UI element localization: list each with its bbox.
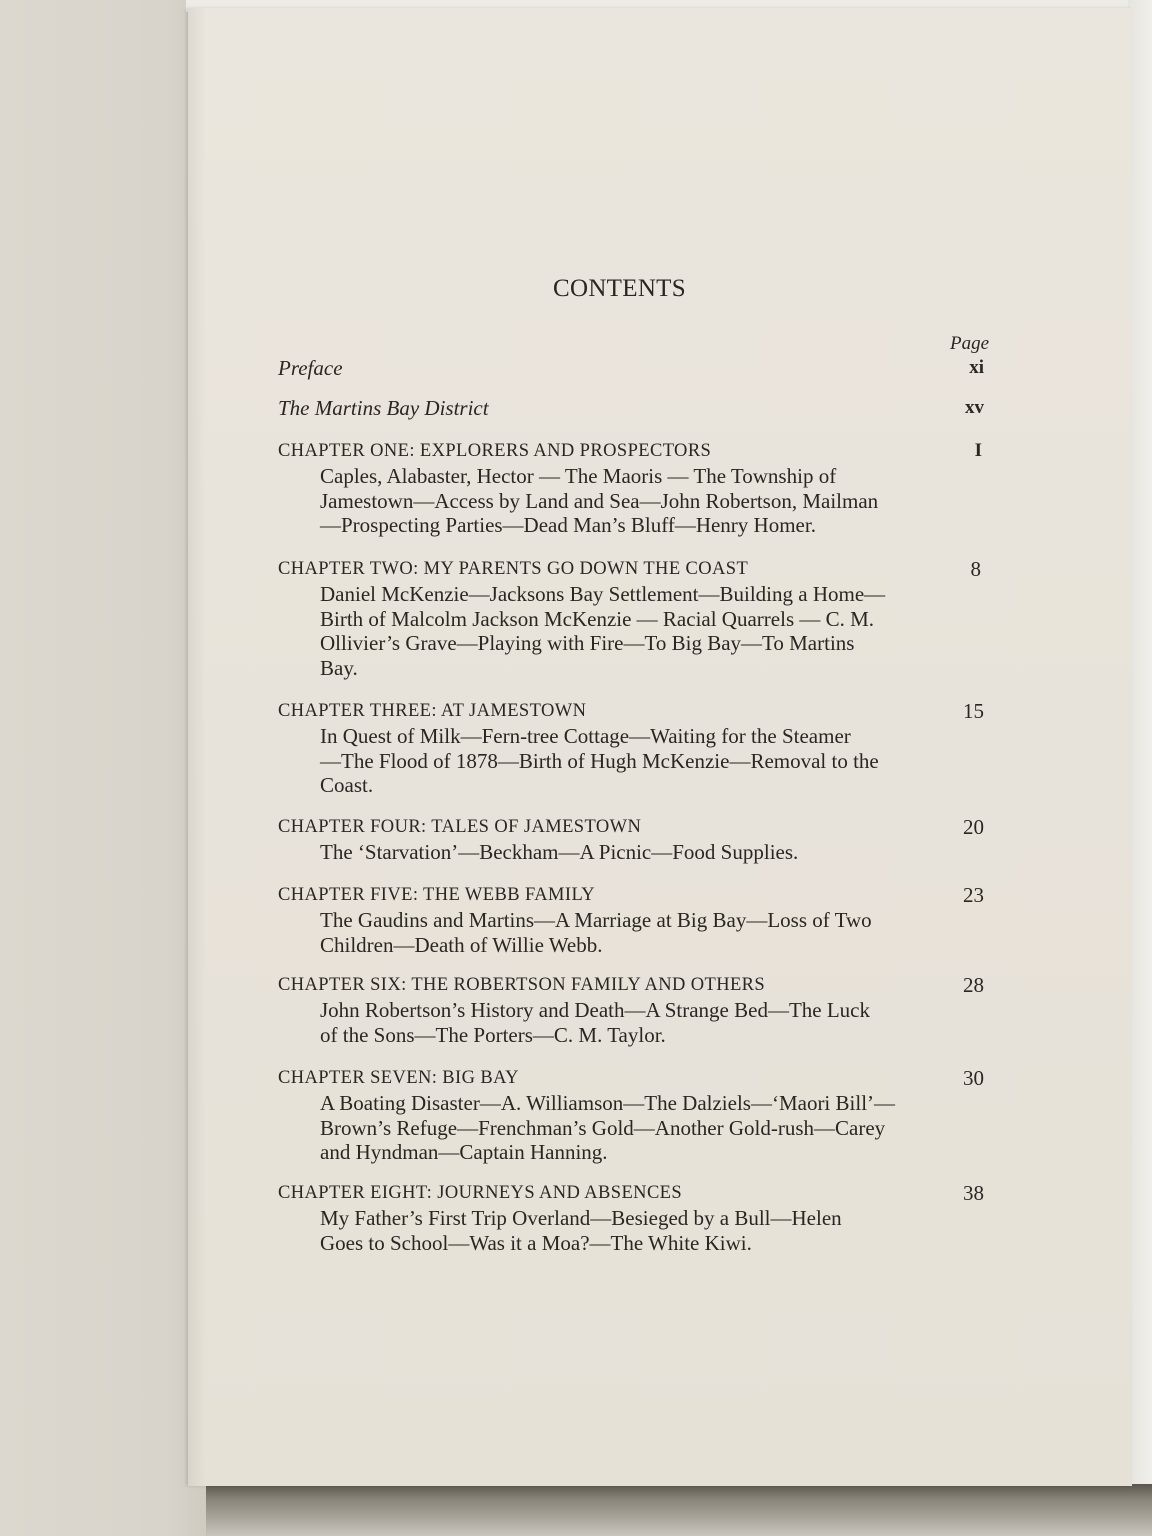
description-line: John Robertson’s History and Death—A Strange Bed—The Luck [320,998,870,1022]
toc-entry-title: CHAPTER TWO: MY PARENTS GO DOWN THE COAST [278,559,749,579]
description-line: Children—Death of Willie Webb. [320,932,603,957]
page-title: CONTENTS [553,275,686,302]
page-gutter-shadow [188,8,206,1486]
description-line: —The Flood of 1878—Birth of Hugh McKenzie—Removal to the [320,748,879,773]
toc-entry-chapter-four [278,814,984,865]
toc-entry-page: xv [965,397,984,418]
toc-entry-page: 28 [963,973,984,997]
toc-entry-description [320,998,922,1047]
toc-entry-title: The Martins Bay District [278,396,489,420]
toc-entry-page: 15 [963,699,984,723]
description-line: The Gaudins and Martins—A Marriage at Big Bay—Loss of Two [320,908,872,932]
toc-entry-page: 38 [963,1181,984,1205]
toc-entry-description [320,464,922,538]
description-line: of the Sons—The Porters—C. M. Taylor. [320,1022,666,1047]
toc-entry-description [320,1206,922,1255]
description-line: Birth of Malcolm Jackson McKenzie — Racial Quarrels — C. M. [320,606,875,631]
toc-entry-description [320,1091,922,1165]
description-line: The ‘Starvation’—Beckham—A Picnic—Food Supplies. [320,840,799,864]
toc-entry-page: 30 [963,1066,984,1090]
toc-entry-page: 20 [963,815,984,839]
toc-entry-chapter-one [278,438,984,538]
description-line: Daniel McKenzie—Jacksons Bay Settlement—Building a Home— [320,582,886,606]
description-line: Coast. [320,773,374,797]
toc-entry-page: I [974,440,982,461]
toc-entry-description [320,840,922,865]
description-line: In Quest of Milk—Fern-tree Cottage—Waiting for the Steamer [320,724,851,748]
toc-entry-preface [278,355,984,381]
description-line: A Boating Disaster—A. Williamson—The Dalziels—‘Maori Bill’— [320,1091,896,1115]
description-line: and Hyndman—Captain Hanning. [320,1140,608,1164]
toc-entry-title: CHAPTER FIVE: THE WEBB FAMILY [278,885,596,905]
toc-entry-title: CHAPTER ONE: EXPLORERS AND PROSPECTORS [278,441,712,461]
description-line: My Father’s First Trip Overland—Besieged by a Bull—Helen [320,1206,842,1230]
toc-entry-chapter-six [278,972,984,1047]
toc-entry-chapter-three [278,698,984,798]
description-line: Brown’s Refuge—Frenchman’s Gold—Another Gold-rush—Carey [320,1115,886,1140]
toc-entry-chapter-five [278,882,984,957]
toc-entry-title: CHAPTER FOUR: TALES OF JAMESTOWN [278,817,642,837]
facing-page [0,0,206,1536]
description-line: Bay. [320,655,358,680]
toc-entry-title: CHAPTER THREE: AT JAMESTOWN [278,701,587,721]
toc-entry-chapter-eight [278,1180,984,1255]
description-line: —Prospecting Parties—Dead Man’s Bluff—Henry Homer. [320,513,816,537]
toc-entry-page: 23 [963,883,984,907]
toc-entry-martins-bay-district [278,395,984,421]
toc-entry-chapter-two [278,556,984,680]
description-line: Jamestown—Access by Land and Sea—John Robertson, Mailman [320,488,879,513]
description-line: Ollivier’s Grave—Playing with Fire—To Big Bay—To Martins [320,631,855,655]
toc-entry-title: CHAPTER SIX: THE ROBERTSON FAMILY AND OTHERS [278,975,766,995]
toc-entry-title: CHAPTER EIGHT: JOURNEYS AND ABSENCES [278,1183,683,1203]
toc-entry-title: Preface [278,356,343,380]
toc-entry-page: 8 [970,557,981,581]
toc-entry-page: xi [969,357,984,378]
page-column-label: Page [950,333,990,354]
toc-entry-chapter-seven [278,1065,984,1165]
book-bottom-edge [206,1484,1152,1536]
description-line: Goes to School—Was it a Moa?—The White Kiwi. [320,1230,752,1255]
toc-entry-description [320,908,922,957]
toc-entry-description [320,582,922,680]
toc-entry-title: CHAPTER SEVEN: BIG BAY [278,1068,519,1088]
description-line: Caples, Alabaster, Hector — The Maoris — The Township of [320,464,837,488]
toc-entry-description [320,724,922,798]
